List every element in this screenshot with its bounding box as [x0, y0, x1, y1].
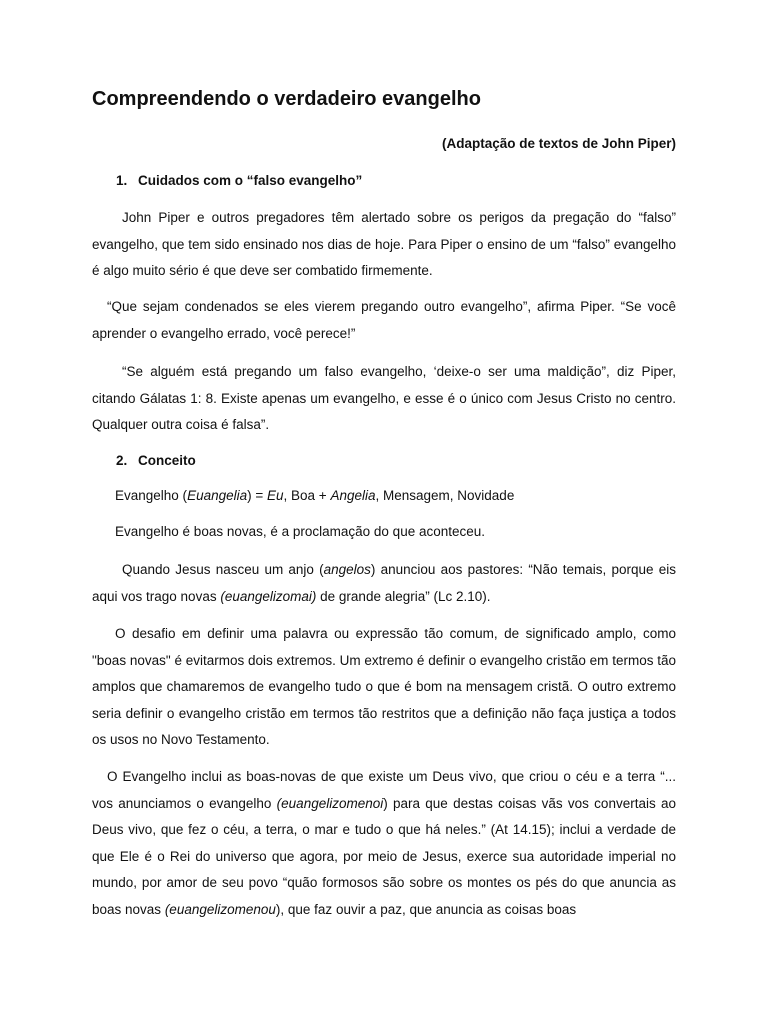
paragraph: Evangelho é boas novas, é a proclamação do que aconteceu. [115, 524, 486, 539]
paragraph: Quando Jesus nasceu um anjo (angelos) anunciou aos pastores: “Não temais, porque eis aqui vos trago novas (euangelizomai) de grande alegria” (Lc 2.10). [92, 562, 676, 604]
page-title: Compreendendo o verdadeiro evangelho [92, 88, 481, 110]
paragraph: John Piper e outros pregadores têm alertado sobre os perigos da pregação do “falso” evangelho, que tem sido ensinado nos dias de hoje. Para Piper o ensino de um “falso” evangelho é algo muito sério é que deve ser combatido firmemente. [92, 210, 676, 279]
paragraph: O Evangelho inclui as boas-novas de que existe um Deus vivo, que criou o céu e a terra “... vos anunciamos o evangelho (euangelizomenoi) para que destas coisas vãs vos convertais ao Deus vivo, que fez o céu, a terra, o mar e tudo o que há neles.” (At 14.15); inclui a verdade de que Ele é o Rei do universo que agora, por meio de Jesus, exerce sua autoridade imperial no mundo, por amor de seu povo “quão formosos são sobre os montes os pés do que anuncia as boas novas (euangelizomenou), que faz ouvir a paz, que anuncia as coisas boas [92, 769, 676, 917]
paragraph: “Se alguém está pregando um falso evangelho, ‘deixe-o ser uma maldição”, diz Piper, citando Gálatas 1: 8. Existe apenas um evangelho, e esse é o único com Jesus Cristo no centro. Qualquer outra coisa é falsa”. [92, 364, 676, 433]
section-title: Cuidados com o “falso evangelho” [138, 173, 363, 188]
section-number: 2. [116, 453, 128, 468]
paragraph: Evangelho (Euangelia) = Eu, Boa + Angelia, Mensagem, Novidade [115, 488, 515, 503]
section-title: Conceito [138, 453, 196, 468]
paragraph: O desafio em definir uma palavra ou expressão tão comum, de significado amplo, como "boas novas" é evitarmos dois extremos. Um extremo é definir o evangelho cristão em termos tão amplos que chamaremos de evangelho tudo o que é bom na mensagem cristã. O outro extremo seria definir o evangelho cristão em termos tão restritos que a definição não faça justiça a todos os usos no Novo Testamento. [92, 626, 676, 748]
section-heading-2 [116, 453, 196, 468]
section-heading-1 [116, 173, 362, 188]
section-number: 1. [116, 173, 128, 188]
paragraph: “Que sejam condenados se eles vierem pregando outro evangelho”, afirma Piper. “Se você aprender o evangelho errado, você perece!” [92, 299, 676, 341]
page-subtitle: (Adaptação de textos de John Piper) [441, 136, 676, 151]
